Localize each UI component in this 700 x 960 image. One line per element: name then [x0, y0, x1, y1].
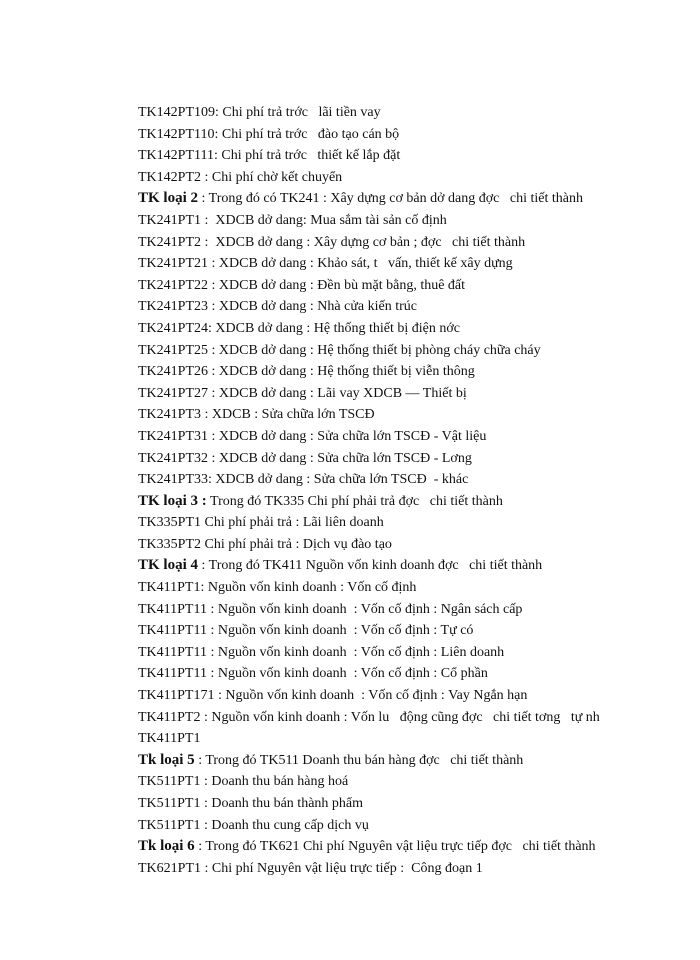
account-text: TK511PT1 : Doanh thu cung cấp dịch vụ: [138, 817, 369, 833]
account-line: [138, 340, 658, 362]
account-text: TK411PT11 : Nguồn vốn kinh doanh : Vốn cố định : Liên doanh: [138, 644, 505, 660]
account-line: [138, 426, 658, 448]
account-line: [138, 275, 658, 297]
account-text: TK411PT1: [138, 731, 201, 747]
group-label: Tk loại 5: [138, 751, 195, 768]
group-label: Tk loại 6: [138, 838, 195, 855]
account-text: TK142PT2 : Chi phí chờ kết chuyển: [138, 169, 343, 185]
account-group-heading: [138, 750, 658, 772]
account-line: [138, 663, 658, 685]
account-text: TK241PT1 : XDCB dở dang: Mua sắm tài sản cố định: [138, 212, 447, 228]
account-text: TK241PT22 : XDCB dở dang : Đền bù mặt bằng, thuê đất: [138, 277, 466, 293]
account-line: [138, 210, 658, 232]
account-text: TK241PT33: XDCB dở dang : Sửa chữa lớn TSCĐ - khác: [138, 472, 469, 488]
account-text: TK142PT109: Chi phí trả trớc lãi tiền vay: [138, 105, 381, 120]
account-text: TK411PT11 : Nguồn vốn kinh doanh : Vốn cố định : Cổ phần: [138, 666, 488, 682]
group-description: Trong đó TK335 Chi phí phải trả đợc chi tiết thành: [210, 493, 503, 509]
account-text: TK621PT1 : Chi phí Nguyên vật liệu trực tiếp : Công đoạn 1: [138, 860, 483, 876]
account-text: TK241PT21 : XDCB dở dang : Khảo sát, t vấn, thiết kế xây dựng: [138, 256, 513, 272]
account-text: TK241PT26 : XDCB dở dang : Hệ thống thiết bị viễn thông: [138, 364, 475, 380]
account-line: [138, 620, 658, 642]
account-text: TK142PT110: Chi phí trả trớc đào tạo cán bộ: [138, 126, 400, 142]
account-line: [138, 642, 658, 664]
account-text: TK511PT1 : Doanh thu bán hàng hoá: [138, 774, 349, 790]
account-line: [138, 534, 658, 556]
account-text: TK511PT1 : Doanh thu bán thành phẩm: [138, 796, 364, 811]
account-text: TK411PT2 : Nguồn vốn kinh doanh : Vốn lu động cũng đợc chi tiết tơng tự nh: [138, 709, 600, 725]
account-line: [138, 685, 658, 707]
account-group-heading: [138, 188, 658, 210]
account-line: [138, 253, 658, 275]
account-line: [138, 815, 658, 837]
group-label: TK loại 3 :: [138, 492, 207, 509]
group-label: TK loại 4: [138, 557, 199, 574]
account-line: [138, 361, 658, 383]
account-line: [138, 383, 658, 405]
account-text: TK241PT23 : XDCB dở dang : Nhà cửa kiến trúc: [138, 299, 418, 315]
account-line: [138, 404, 658, 426]
group-label: TK loại 2: [138, 190, 199, 207]
account-text: TK335PT2 Chi phí phải trả : Dịch vụ đào tạo: [138, 536, 392, 552]
account-line: [138, 793, 658, 815]
account-line: [138, 469, 658, 491]
account-line: [138, 318, 658, 340]
account-line: [138, 771, 658, 793]
account-text: TK241PT3 : XDCB : Sửa chữa lớn TSCĐ: [138, 407, 375, 423]
account-text: TK241PT31 : XDCB dở dang : Sửa chữa lớn TSCĐ - Vật liệu: [138, 428, 487, 444]
account-line: [138, 577, 658, 599]
account-line: [138, 167, 658, 189]
account-text: TK241PT25 : XDCB dở dang : Hệ thống thiết bị phòng cháy chữa cháy: [138, 342, 541, 358]
account-line: [138, 296, 658, 318]
account-group-heading: [138, 491, 658, 513]
account-line: [138, 448, 658, 470]
account-line: [138, 728, 658, 750]
account-group-heading: [138, 555, 658, 577]
account-line: [138, 232, 658, 254]
account-text: TK241PT27 : XDCB dở dang : Lãi vay XDCB — Thiết bị: [138, 385, 467, 401]
account-text: TK241PT32 : XDCB dở dang : Sửa chữa lớn TSCĐ - Lơng: [138, 450, 472, 466]
group-description: : Trong đó TK511 Doanh thu bán hàng đợc chi tiết thành: [198, 752, 524, 768]
account-text: TK241PT2 : XDCB dở dang : Xây dựng cơ bản ; đợc chi tiết thành: [138, 234, 526, 250]
account-line: [138, 599, 658, 621]
group-description: : Trong đó TK621 Chi phí Nguyên vật liệu trực tiếp đợc chi tiết thành: [198, 839, 596, 855]
account-line: [138, 512, 658, 534]
account-list: [138, 102, 658, 879]
account-line: [138, 707, 658, 729]
account-line: [138, 858, 658, 880]
account-text: TK411PT1: Nguồn vốn kinh doanh : Vốn cố định: [138, 580, 417, 596]
account-text: TK411PT11 : Nguồn vốn kinh doanh : Vốn cố định : Tự có: [138, 623, 474, 639]
account-line: [138, 124, 658, 146]
account-text: TK241PT24: XDCB dở dang : Hệ thống thiết bị điện nớc: [138, 320, 460, 336]
account-text: TK335PT1 Chi phí phải trả : Lãi liên doanh: [138, 515, 384, 531]
account-text: TK142PT111: Chi phí trả trớc thiết kế lắp đặt: [138, 148, 401, 164]
account-text: TK411PT171 : Nguồn vốn kinh doanh : Vốn cố định : Vay Ngắn hạn: [138, 688, 528, 704]
account-group-heading: [138, 836, 658, 858]
account-line: [138, 102, 658, 124]
group-description: : Trong đó TK411 Nguồn vốn kinh doanh đợc chi tiết thành: [201, 558, 543, 574]
account-line: [138, 145, 658, 167]
group-description: : Trong đó có TK241 : Xây dựng cơ bản dở dang đợc chi tiết thành: [201, 191, 583, 207]
account-text: TK411PT11 : Nguồn vốn kinh doanh : Vốn cố định : Ngân sách cấp: [138, 601, 523, 617]
